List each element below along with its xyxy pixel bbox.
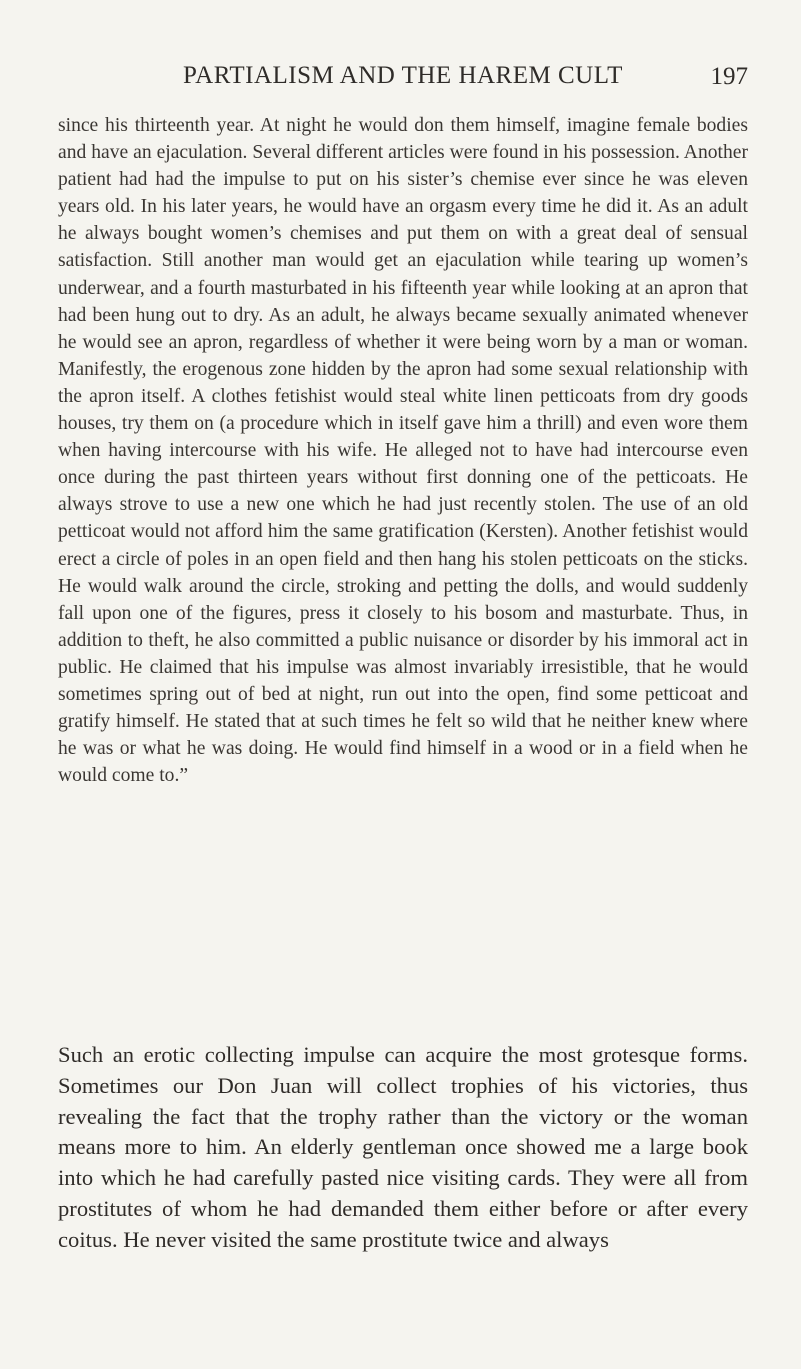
body-paragraph: Such an erotic collecting impulse can acquire the most grotesque forms. Sometimes our Don Juan will collect trophies of his victories, thus revealing the fact that the trophy rather than the victory or the woman means more to him. An elderly gentleman once showed me a large book into which he had carefully pasted nice visiting cards. They were all from prostitutes of whom he had demanded them either before or after every coitus. He never visited the same prostitute twice and always (58, 1042, 748, 1252)
quoted-case-paragraph: since his thirteenth year. At night he would don them himself, imagine female bodies and have an ejaculation. Several different articles were found in his possession. Another patient had had the impulse to put on his sister’s chemise ever since he was eleven years old. In his later years, he would have an orgasm every time he did it. As an adult he always bought women’s chemises and put them on with a great deal of sensual satisfaction. Still another man would get an ejaculation while tearing up women’s underwear, and a fourth masturbated in his fifteenth year while looking at an apron that had been hung out to dry. As an adult, he always became sexually animated whenever he would see an apron, regardless of whether it were being worn by a man or woman. Manifestly, the erogenous zone hidden by the apron had some sexual relationship with the apron itself. A clothes fetishist would steal white linen petticoats from dry goods houses, try them on (a procedure which in itself gave him a thrill) and even wore them when having intercourse with his wife. He alleged not to have had intercourse even once during the past thirteen years without first donning one of the petticoats. He always strove to use a new one which he had just recently stolen. The use of an old petticoat would not afford him the same gratification (Kersten). Another fetishist would erect a circle of poles in an open field and then hang his stolen petticoats on the sticks. He would walk around the circle, stroking and petting the dolls, and would suddenly fall upon one of the figures, press it closely to his bosom and masturbate. Thus, in addition to theft, he also committed a public nuisance or disorder by his immoral act in public. He claimed that his impulse was almost invariably irresistible, that he would sometimes spring out of bed at night, run out into the open, find some petticoat and gratify himself. He stated that at such times he felt so wild that he neither knew where he was or what he was doing. He would find himself in a wood or in a field when he would come to.” (58, 115, 748, 787)
page-number: 197 (710, 63, 748, 90)
running-head (58, 62, 748, 98)
running-title: PARTIALISM AND THE HAREM CULT (183, 62, 623, 89)
